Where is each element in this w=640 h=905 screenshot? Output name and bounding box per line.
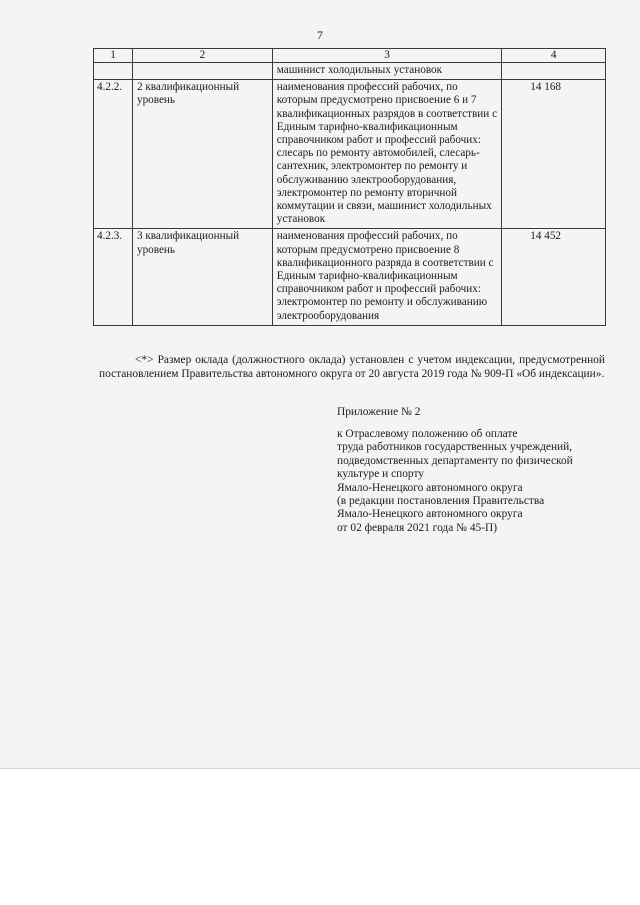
- salary-table: [93, 48, 606, 326]
- column-header: 3: [272, 49, 501, 63]
- appendix-line: культуре и спорту: [337, 468, 424, 481]
- column-header: 2: [132, 49, 272, 63]
- profession-list: наименования профессий рабочих, по которым предусмотрено присвоение 6 и 7 квалификационных разрядов в соответствии с Единым тарифно-квалификационным справочником работ и профессий рабочих: слесарь по ремонту автомобилей, слесарь-сантехник, электромонтер по ремонту и обслуживанию электрооборудования, электромонтер по ремонту вторичной коммутации и связи, машинист холодильных установок: [272, 80, 501, 229]
- appendix-reference: [337, 428, 607, 535]
- continuation-cell: машинист холодильных установок: [272, 63, 501, 80]
- appendix-line: Ямало-Ненецкого автономного округа: [337, 481, 523, 494]
- qualification-level: 2 квалификационный уровень: [132, 80, 272, 229]
- appendix-line: (в редакции постановления Правительства: [337, 495, 545, 508]
- appendix-title: Приложение № 2: [337, 406, 421, 418]
- column-header: 1: [94, 49, 133, 63]
- salary-value: 14 168: [502, 80, 606, 229]
- table-header-row: [94, 49, 606, 63]
- footnote: <*> Размер оклада (должностного оклада) установлен с учетом индексации, предусмотренной постановлением Правительства автономного округа от 20 августа 2019 года № 909-П «Об индексации».: [99, 354, 605, 380]
- appendix-line: к Отраслевому положению об оплате: [337, 428, 518, 440]
- row-code: 4.2.3.: [94, 229, 133, 325]
- qualification-level: 3 квалификационный уровень: [132, 229, 272, 325]
- profession-list: наименования профессий рабочих, по которым предусмотрено присвоение 8 квалификационного разряда в соответствии с Единым тарифно-квалификационным справочником работ и профессий рабочих: электромонтер по ремонту и обслуживанию электрооборудования: [272, 229, 501, 325]
- appendix-line: подведомственных департаменту по физической: [337, 454, 573, 467]
- column-header: 4: [502, 49, 606, 63]
- table-row: [94, 80, 606, 229]
- page-number: 7: [317, 28, 323, 42]
- table-row-continuation: [94, 63, 606, 80]
- appendix-line: труда работников государственных учреждений,: [337, 441, 573, 454]
- row-code: 4.2.2.: [94, 80, 133, 229]
- salary-value: 14 452: [502, 229, 606, 325]
- appendix-line: Ямало-Ненецкого автономного округа: [337, 508, 523, 521]
- table-row: [94, 229, 606, 325]
- appendix-line: от 02 февраля 2021 года № 45-П): [337, 521, 498, 534]
